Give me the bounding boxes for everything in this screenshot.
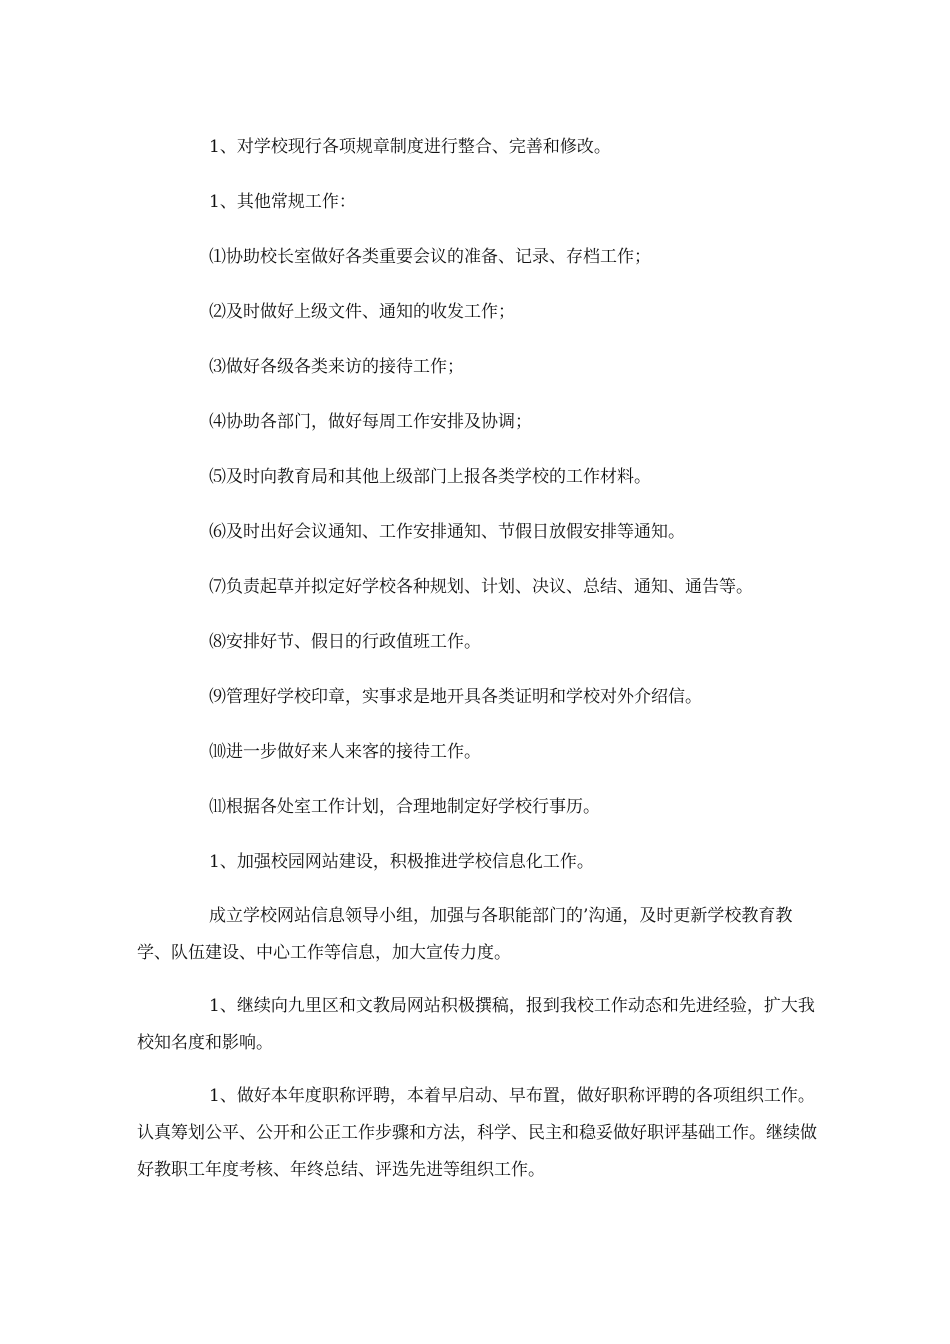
list-item-reception: ⑽进一步做好来人来客的接待工作。 <box>209 742 481 762</box>
list-item-weekly-schedule: ⑷协助各部门，做好每周工作安排及协调； <box>209 412 532 432</box>
list-item-documents: ⑵及时做好上级文件、通知的收发工作； <box>209 302 515 322</box>
list-item-notices: ⑹及时出好会议通知、工作安排通知、节假日放假安排等通知。 <box>209 522 685 542</box>
paragraph-website-team: 成立学校网站信息领导小组，加强与各职能部门的’沟通，及时更新学校教育教学、队伍建设、中心工作等信息，加大宣传力度。 <box>137 906 793 963</box>
document-body <box>137 128 817 1205</box>
list-item-reporting: ⑸及时向教育局和其他上级部门上报各类学校的工作材料。 <box>209 467 651 487</box>
paragraph-regulations: 1、对学校现行各项规章制度进行整合、完善和修改。 <box>209 137 611 157</box>
list-item-visitors: ⑶做好各级各类来访的接待工作； <box>209 357 464 377</box>
list-item-meetings: ⑴协助校长室做好各类重要会议的准备、记录、存档工作； <box>209 247 651 267</box>
list-item-seal: ⑼管理好学校印章，实事求是地开具各类证明和学校对外介绍信。 <box>209 687 702 707</box>
list-item-calendar: ⑾根据各处室工作计划，合理地制定好学校行事历。 <box>209 797 600 817</box>
list-item-duty: ⑻安排好节、假日的行政值班工作。 <box>209 632 481 652</box>
paragraph-website: 1、加强校园网站建设，积极推进学校信息化工作。 <box>209 852 594 872</box>
list-item-drafting: ⑺负责起草并拟定好学校各种规划、计划、决议、总结、通知、通告等。 <box>209 577 753 597</box>
paragraph-title-evaluation: 1、做好本年度职称评聘，本着早启动、早布置，做好职称评聘的各项组织工作。认真筹划公平、公开和公正工作步骤和方法，科学、民主和稳妥做好职评基础工作。继续做好教职工年度考核、年终总结、评选先进等组织工作。 <box>137 1086 817 1180</box>
paragraph-submissions: 1、继续向九里区和文教局网站积极撰稿，报到我校工作动态和先进经验，扩大我校知名度和影响。 <box>137 996 815 1053</box>
paragraph-routine-heading: 1、其他常规工作： <box>209 192 356 212</box>
